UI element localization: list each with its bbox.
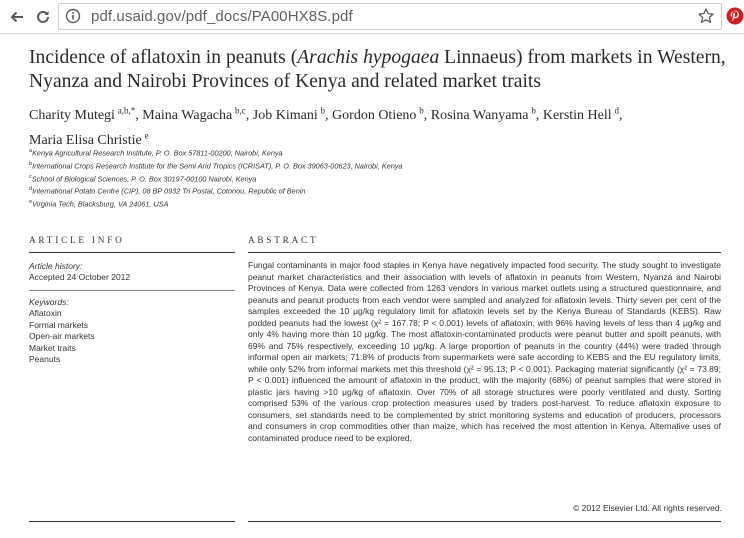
author: Job Kimani $^b$, xyxy=(252,105,333,123)
history-value: Accepted 24 October 2012 xyxy=(29,272,131,282)
pinterest-icon[interactable] xyxy=(726,7,744,25)
star-icon[interactable] xyxy=(697,7,715,25)
author: Rosina Wanyama $^b$, xyxy=(430,105,543,123)
back-button[interactable] xyxy=(6,6,28,28)
arrow-left-icon xyxy=(9,9,25,25)
affiliation: $^d$International Potato Centre (CIP), 08 BP 0932 Tri Postal, Cotonou, Republic of Benin xyxy=(29,186,306,196)
keywords-list xyxy=(29,308,95,366)
divider xyxy=(29,290,235,291)
divider xyxy=(29,252,235,253)
author-list xyxy=(29,100,729,151)
history-label: Article history: xyxy=(29,261,83,271)
author: Gordon Otieno $^b$, xyxy=(332,105,431,123)
divider xyxy=(248,521,721,522)
keyword: Aflatoxin xyxy=(29,308,62,318)
author: Kerstin Hell $^d$, xyxy=(542,105,623,123)
title-part: Linnaeus) from markets in Western, Nyanza and Nairobi Provinces of Kenya and related market traits xyxy=(29,47,726,92)
affiliation: $^c$School of Biological Sciences, P. O. Box 30197-00100 Nairobi, Kenya xyxy=(29,173,257,184)
keyword: Formal markets xyxy=(29,319,89,330)
keywords-label: Keywords: xyxy=(29,297,69,307)
affiliation: $^b$International Crops Research Institute for the Semi Arid Tropics (ICRISAT), P. O. Box 39063-00623, Nairobi, Kenya xyxy=(29,160,403,171)
paper-title xyxy=(29,46,729,94)
reload-button[interactable] xyxy=(32,6,54,28)
abstract-body: Fungal contaminants in major food staples in Kenya have negatively impacted food security. The study sought to investigate peanut market characteristics and their association with levels of aflatoxin in peanuts from Western, Nyanza and Nairobi Provinces of Kenya. Data were collected from 1263 vendors in various market outlets using a structured questionnaire, and peanuts and peanut products from each vendor were sampled and analyzed for aflatoxin levels. Thirty seven per cent of the samples exceeded the 10 μg/kg regulatory limit for aflatoxin levels set by the Kenya Bureau of Standards (KEBS). Raw podded peanuts had the lowest (χ² = 167.78; P < 0.001) levels of aflatoxin, with 96% having levels of less than 4 μg/kg and only 4% having more than 10 μg/kg. The most aflatoxin-contaminated products were peanut butter and spoilt peanuts, with 69% and 75% respectively, exceeding 10 μg/kg. A large proportion of peanuts in the country (44%) were traded through informal open air markets; 71.8% of products from supermarkets were safe according to KEBS and the EU regulatory limits, while only 52% from informal markets met this threshold (χ² = 95.13; P < 0.001). Packaging material significantly (χ² = 73.89; P < 0.001) influenced the amount of aflatoxin in the product, with the majority (68%) of peanut samples that were stored in plastic jars having >10 μg/kg of aflatoxin. Over 70% of all storage structures were poorly ventilated and dusty. Sorting comprised 53% of the various crop protection measures used by traders post-harvest. To reduce aflatoxin exposure to consumers, set standards need to be complemented by strict monitoring systems and education of producers, processors and consumers in crop commodities other than maize, which has received the most attention in Kenya. Alternative uses of contaminated produce need to be explored. xyxy=(248,260,721,443)
keyword: Open-air markets xyxy=(29,331,95,341)
author: Maria Elisa Christie $^e$ xyxy=(29,130,149,149)
author: Maina Wagacha $^{b,c}$, xyxy=(142,105,253,123)
affiliation: $^a$Kenya Agricultural Research Institute, P. O. Box 57811-00200, Nairobi, Kenya xyxy=(29,148,283,158)
reload-icon xyxy=(35,9,51,25)
title-part: Incidence of aflatoxin in peanuts ( xyxy=(29,47,298,68)
pdf-page xyxy=(0,34,744,538)
abstract-heading: ABSTRACT xyxy=(248,235,319,245)
browser-toolbar xyxy=(0,0,744,34)
info-icon[interactable] xyxy=(65,8,81,24)
keyword: Market traits xyxy=(29,342,76,353)
copyright: © 2012 Elsevier Ltd. All rights reserved. xyxy=(573,503,722,513)
affiliation: $^e$Virginia Tech, Blacksburg, VA 24061, USA xyxy=(29,199,169,209)
article-info-heading: ARTICLE INFO xyxy=(29,235,125,245)
title-species: Arachis hypogaea xyxy=(297,47,440,68)
affiliations xyxy=(29,146,402,210)
divider xyxy=(29,521,235,522)
keyword: Peanuts xyxy=(29,354,61,364)
address-bar[interactable] xyxy=(58,3,722,30)
divider xyxy=(248,252,721,253)
url-text[interactable]: pdf.usaid.gov/pdf_docs/PA00HX8S.pdf xyxy=(91,8,353,25)
author: Charity Mutegi $^{a,b,*}$, xyxy=(29,105,143,123)
